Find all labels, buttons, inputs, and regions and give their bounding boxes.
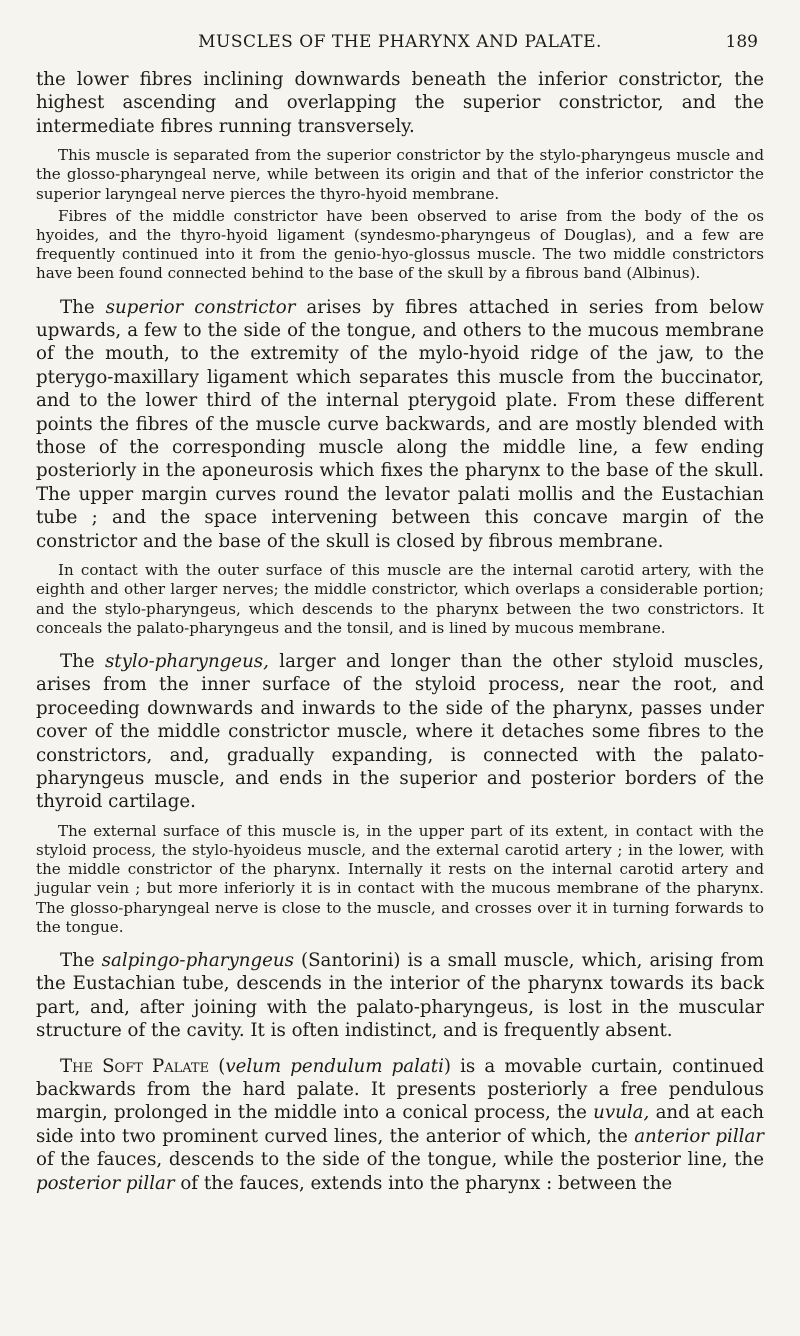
note-middle-constrictor-fibres: Fibres of the middle constrictor have been observed to arise from the body of the os hyoides, and the thyro-hyoid ligament (syndesmo-pharyngeus of Douglas), and a few are frequently continued into it from the genio-hyo-glossus muscle. The two middle constrictors have been found connected behind to the base of the skull by a fibrous band (Albinus). [36, 206, 764, 283]
paragraph-superior-constrictor [36, 296, 764, 553]
term-posterior-pillar: posterior pillar [36, 1172, 175, 1194]
term-anterior-pillar: anterior pillar [634, 1125, 764, 1147]
running-title: MUSCLES OF THE PHARYNX AND PALATE. [198, 32, 602, 52]
term-stylo-pharyngeus: stylo-pharyngeus, [104, 650, 269, 672]
running-head [36, 30, 764, 58]
text-body: ) is a movable curtain, continued backwards from the hard palate. It presents posteriorly a free pendulous margin, prolonged in the middle into a conical process, the [36, 1055, 764, 1124]
paragraph-salpingo-pharyngeus [36, 949, 764, 1043]
note-superior-constrictor-relations: In contact with the outer surface of this muscle are the internal carotid artery, with the eighth and other larger nerves; the middle constrictor, which overlaps a considerable portion; and the stylo-pharyngeus, which descends to the pharynx between the two constrictors. It conceals the palato-pharyngeus and the tonsil, and is lined by mucous membrane. [36, 561, 764, 637]
term-salpingo-pharyngeus: salpingo-pharyngeus [101, 949, 294, 971]
page-number: 189 [725, 32, 758, 52]
text-paren: ( [209, 1055, 226, 1077]
text-body: larger and longer than the other styloid muscles, arises from the inner surface of the styloid process, near the root, and proceeding downwards and inwards to the side of the pharynx, passes under cover of the middle constrictor muscle, where it detaches some fibres to the constrictors, and, gradually expanding, is connected with the palato-pharyngeus muscle, and ends in the superior and posterior borders of the thyroid cartilage. [36, 650, 764, 813]
text-body: arises by fibres attached in series from below upwards, a few to the side of the tongue, and others to the mucous membrane of the mouth, to the extremity of the mylo-hyoid ridge of the jaw, to the pterygo-maxillary ligament which separates this muscle from the buccinator, and to the lower third of the internal pterygoid plate. From these different points the fibres of the muscle curve backwards, and are mostly blended with those of the corresponding muscle along the middle line, a few ending posteriorly in the aponeurosis which fixes the pharynx to the base of the skull. The upper margin curves round the levator palati mollis and the Eustachian tube ; and the space intervening between this concave margin of the constrictor and the base of the skull is closed by fibrous membrane. [36, 296, 764, 552]
text-body: and at each side into two prominent curved lines, the anterior of which, the [36, 1102, 764, 1147]
text-lead: The [60, 650, 105, 672]
note-middle-constrictor-relations: This muscle is separated from the superior constrictor by the stylo-pharyngeus muscle and the glosso-pharyngeal nerve, while between its origin and that of the inferior constrictor the superior laryngeal nerve pierces the thyro-hyoid membrane. [36, 146, 764, 203]
term-uvula: uvula, [593, 1102, 650, 1124]
paragraph-middle-constrictor-end: the lower fibres inclining downwards beneath the inferior constrictor, the highest ascending and overlapping the superior constrictor, and the intermediate fibres running transversely. [36, 69, 764, 137]
paragraph-stylo-pharyngeus [36, 650, 764, 814]
note-stylo-pharyngeus-relations: The external surface of this muscle is, in the upper part of its extent, in contact with the styloid process, the stylo-hyoideus muscle, and the external carotid artery ; in the lower, with the middle constrictor of the pharynx. Internally it rests on the internal carotid artery and jugular vein ; but more inferiorly it is in contact with the mucous membrane of the pharynx. The glosso-pharyngeal nerve is close to the muscle, and crosses over it in turning forwards to the tongue. [36, 821, 764, 936]
text-lead: The [60, 296, 106, 318]
term-superior-constrictor: superior constrictor [105, 296, 296, 318]
paragraph-soft-palate [36, 1055, 764, 1195]
heading-soft-palate: The Soft Palate [60, 1055, 210, 1077]
text-body: of the fauces, extends into the pharynx : between the [174, 1172, 673, 1194]
term-velum-pendulum-palati: velum pendulum palati [225, 1055, 444, 1077]
text-body: of the fauces, descends to the side of the tongue, while the posterior line, the [36, 1149, 764, 1171]
text-lead: The [60, 949, 102, 971]
text-body: (Santorini) is a small muscle, which, arising from the Eustachian tube, descends in the interior of the pharynx towards its back part, and, after joining with the palato-pharyngeus, is lost in the muscular structure of the cavity. It is often indistinct, and is frequently absent. [36, 949, 764, 1042]
